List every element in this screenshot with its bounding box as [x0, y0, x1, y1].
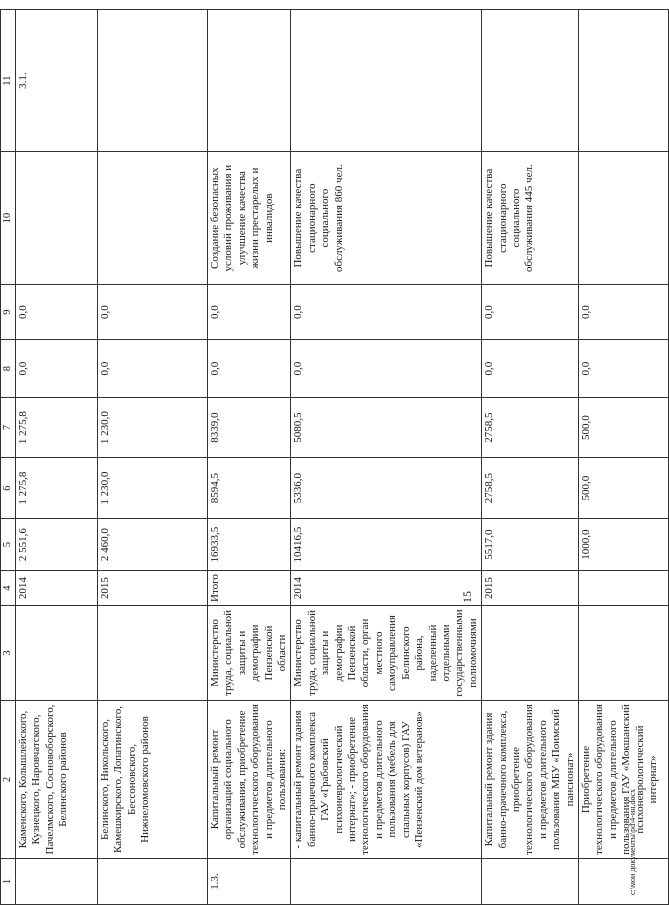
expected-result: Повышение качества стационарного социального обслуживания 860 чел.	[291, 152, 482, 285]
value-col9: 0,0	[291, 285, 482, 340]
indicator-ref	[578, 10, 668, 152]
table-row	[98, 10, 208, 905]
expected-result	[578, 152, 668, 285]
executor	[16, 606, 98, 701]
value-col6: 5336,0	[291, 458, 482, 519]
header-row	[1, 10, 16, 905]
table-row	[482, 10, 579, 905]
total-value: 5517,0	[482, 519, 579, 571]
activity-name: Капитальный ремонт здания банно-прачечного комплекса, приобретение технологического оборудования и предметов длительного пользования МБУ «Поимский пансионат»	[482, 701, 579, 859]
row-number	[16, 859, 98, 905]
activity-name: Белинского, Никольского, Камешкирского, Лопатинского, Бессоновского, Нижнеломовского районов	[98, 701, 208, 859]
year: 2014	[16, 571, 98, 606]
total-value: 10416,5	[291, 519, 482, 571]
value-col8: 0,0	[291, 340, 482, 398]
value-col6: 2758,5	[482, 458, 579, 519]
indicator-ref	[482, 10, 579, 152]
executor: Министерство труда, социальной защиты и демографии Пензенской области	[208, 606, 291, 701]
value-col7: 1 230,0	[98, 398, 208, 458]
activity-name: Капитальный ремонт организаций социального обслуживания, приобретение технологического оборудования и предметов длительного пользования:	[208, 701, 291, 859]
year: Итого	[208, 571, 291, 606]
header-cell: 9	[1, 285, 16, 340]
value-col7: 5080,5	[291, 398, 482, 458]
indicator-ref	[98, 10, 208, 152]
activity-name: - капитальный ремонт здания банно-прачечного комплекса ГАУ «Грабовский психоневрологический интернат»; - приобретение технологического оборудования и предметов длительного пользования (мебель для спальных корпусов) ГАУ «Пензенский дом ветеранов»	[291, 701, 482, 859]
value-col7: 500,0	[578, 398, 668, 458]
indicator-ref	[291, 10, 482, 152]
value-col8: 0,0	[98, 340, 208, 398]
value-col7: 8339,0	[208, 398, 291, 458]
total-value: 16933,5	[208, 519, 291, 571]
indicator-ref	[208, 10, 291, 152]
value-col8: 0,0	[578, 340, 668, 398]
total-value: 2 460,0	[98, 519, 208, 571]
header-cell: 7	[1, 398, 16, 458]
expected-result	[16, 152, 98, 285]
row-number	[291, 859, 482, 905]
header-cell: 5	[1, 519, 16, 571]
row-number	[578, 859, 668, 905]
table-row	[208, 10, 291, 905]
table-row	[578, 10, 668, 905]
value-col9: 0,0	[208, 285, 291, 340]
value-col8: 0,0	[482, 340, 579, 398]
value-col9: 0,0	[98, 285, 208, 340]
row-number	[482, 859, 579, 905]
row-number	[98, 859, 208, 905]
header-cell: 1	[1, 859, 16, 905]
header-cell: 10	[1, 152, 16, 285]
value-col8: 0,0	[208, 340, 291, 398]
value-col6: 1 275,8	[16, 458, 98, 519]
table-row	[16, 10, 98, 905]
expected-result: Создание безопасных условий проживания и улучшение качества жизни престарелых и инвалидов	[208, 152, 291, 285]
header-cell: 8	[1, 340, 16, 398]
value-col6: 500,0	[578, 458, 668, 519]
row-number: 1.3.	[208, 859, 291, 905]
header-cell: 4	[1, 571, 16, 606]
program-table	[0, 9, 669, 905]
header-cell: 3	[1, 606, 16, 701]
executor	[98, 606, 208, 701]
table-row	[291, 10, 482, 905]
header-cell: 11	[1, 10, 16, 152]
year	[578, 571, 668, 606]
executor	[482, 606, 579, 701]
header-cell: 6	[1, 458, 16, 519]
footer-file-path: c:\мои документы\pd\4-ин.docx	[628, 788, 637, 895]
year: 2015	[98, 571, 208, 606]
executor	[578, 606, 668, 701]
value-col9: 0,0	[578, 285, 668, 340]
indicator-ref: 3.1.	[16, 10, 98, 152]
value-col7: 1 275,8	[16, 398, 98, 458]
value-col9: 0,0	[482, 285, 579, 340]
activity-name: Каменского, Колышлейского, Кузнецкого, Наровчатского, Пачелмского, Сосновоборского, Белинского районов	[16, 701, 98, 859]
value-col7: 2758,5	[482, 398, 579, 458]
value-col8: 0,0	[16, 340, 98, 398]
value-col9: 0,0	[16, 285, 98, 340]
year: 2014	[291, 571, 482, 606]
total-value: 2 551,6	[16, 519, 98, 571]
activity-name: Приобретение технологического оборудования и предметов длительного пользования ГАУ «Мокшанский психоневрологический интернат»	[578, 701, 668, 859]
page-number: 15	[460, 591, 474, 603]
year: 2015	[482, 571, 579, 606]
header-cell: 2	[1, 701, 16, 859]
value-col6: 1 230,0	[98, 458, 208, 519]
expected-result	[98, 152, 208, 285]
expected-result: Повышение качества стационарного социального обслуживания 445 чел.	[482, 152, 579, 285]
total-value: 1000,0	[578, 519, 668, 571]
value-col6: 8594,5	[208, 458, 291, 519]
executor: Министерство труда, социальной защиты и демографии Пензенской области, орган местного самоуправления Белинского района, наделенный отдельными государственными полномочиями	[291, 606, 482, 701]
